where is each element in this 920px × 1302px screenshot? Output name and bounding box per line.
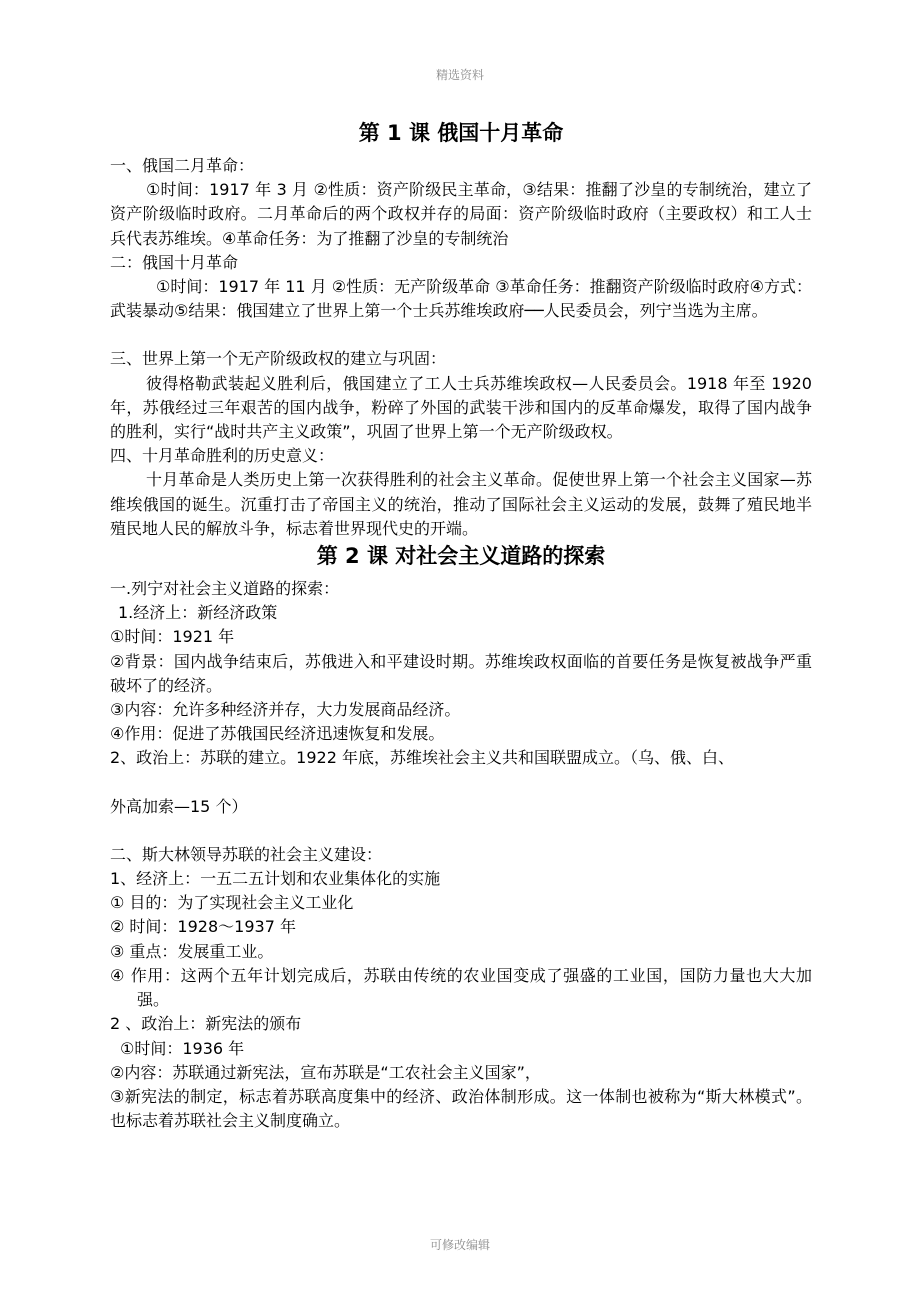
list-item: ②背景：国内战争结束后，苏俄进入和平建设时期。苏维埃政权面临的首要任务是恢复被战争严重破坏了的经济。 <box>110 651 812 695</box>
section-heading: 三、世界上第一个无产阶级政权的建立与巩固： <box>110 349 447 369</box>
list-item: ③ 重点：发展重工业。 <box>110 941 274 961</box>
sub-heading: 1.经济上：新经济政策 <box>118 603 278 623</box>
spacer <box>110 323 812 347</box>
section-heading: 四、十月革命胜利的历史意义： <box>110 446 335 466</box>
list-item: ④作用：促进了苏俄国民经济迅速恢复和发展。 <box>110 724 445 744</box>
paragraph: 外高加索—15 个） <box>110 796 248 816</box>
section-heading: 二：俄国十月革命 <box>110 252 239 272</box>
lesson-2-title: 第 2 课 对社会主义道路的探索 <box>316 544 606 569</box>
page-footer: 可修改编辑 <box>429 1238 490 1252</box>
page-header: 精选资料 <box>435 68 484 82</box>
spacer <box>110 819 812 843</box>
list-item: ②内容：苏联通过新宪法，宣布苏联是“工农社会主义国家”， <box>110 1062 541 1082</box>
section-heading: 一.列宁对社会主义道路的探索： <box>110 579 340 599</box>
paragraph: 十月革命是人类历史上第一次获得胜利的社会主义革命。促使世界上第一个社会主义国家—苏维埃俄国的诞生。沉重打击了帝国主义的统治，推动了国际社会主义运动的发展，鼓舞了殖民地半殖民地人民的解放斗争，标志着世界现代史的开端。 <box>110 470 812 538</box>
spacer <box>110 771 812 795</box>
list-item: ①时间：1921 年 <box>110 627 235 647</box>
lesson-1-title: 第 1 课 俄国十月革命 <box>358 121 564 145</box>
list-item: ② 时间：1928～1937 年 <box>110 917 296 937</box>
list-item: ③内容：允许多种经济并存，大力发展商品经济。 <box>110 700 461 720</box>
list-item: ①时间：1936 年 <box>120 1038 245 1058</box>
paragraph: 彼得格勒武装起义胜利后，俄国建立了工人士兵苏维埃政权—人民委员会。1918 年至 1920 年，苏俄经过三年艰苦的国内战争，粉碎了外国的武装干涉和国内的反革命爆发，取得了国内战争的胜利，实行“战时共产主义政策”，巩固了世界上第一个无产阶级政权。 <box>110 373 812 442</box>
document-body <box>110 118 812 1133</box>
sub-heading: 2 、政治上：新宪法的颁布 <box>110 1014 302 1034</box>
list-item: ① 目的：为了实现社会主义工业化 <box>110 893 354 913</box>
sub-heading: 2、政治上：苏联的建立。1922 年底，苏维埃社会主义共和国联盟成立。（乌、俄、白、 <box>110 748 734 768</box>
section-heading: 一、俄国二月革命： <box>110 156 255 175</box>
paragraph: ①时间：1917 年 3 月 ②性质：资产阶级民主革命，③结果：推翻了沙皇的专制统治，建立了资产阶级临时政府。二月革命后的两个政权并存的局面：资产阶级临时政府（主要政权）和工人士兵代表苏维埃。④革命任务：为了推翻了沙皇的专制统治 <box>110 180 812 248</box>
section-heading: 二、斯大林领导苏联的社会主义建设： <box>110 844 383 864</box>
paragraph: ①时间：1917 年 11 月 ②性质：无产阶级革命 ③革命任务：推翻资产阶级临时政府④方式：武装暴动⑤结果：俄国建立了世界上第一个士兵苏维埃政府──人民委员会，列宁当选为主席。 <box>110 277 812 321</box>
sub-heading: 1、经济上：一五二五计划和农业集体化的实施 <box>110 869 441 889</box>
list-item: ④ 作用：这两个五年计划完成后，苏联由传统的农业国变成了强盛的工业国，国防力量也大大加强。 <box>110 965 812 1010</box>
list-item: ③新宪法的制定，标志着苏联高度集中的经济、政治体制形成。这一体制也被称为“斯大林模式”。 也标志着苏联社会主义制度确立。 <box>110 1086 812 1131</box>
